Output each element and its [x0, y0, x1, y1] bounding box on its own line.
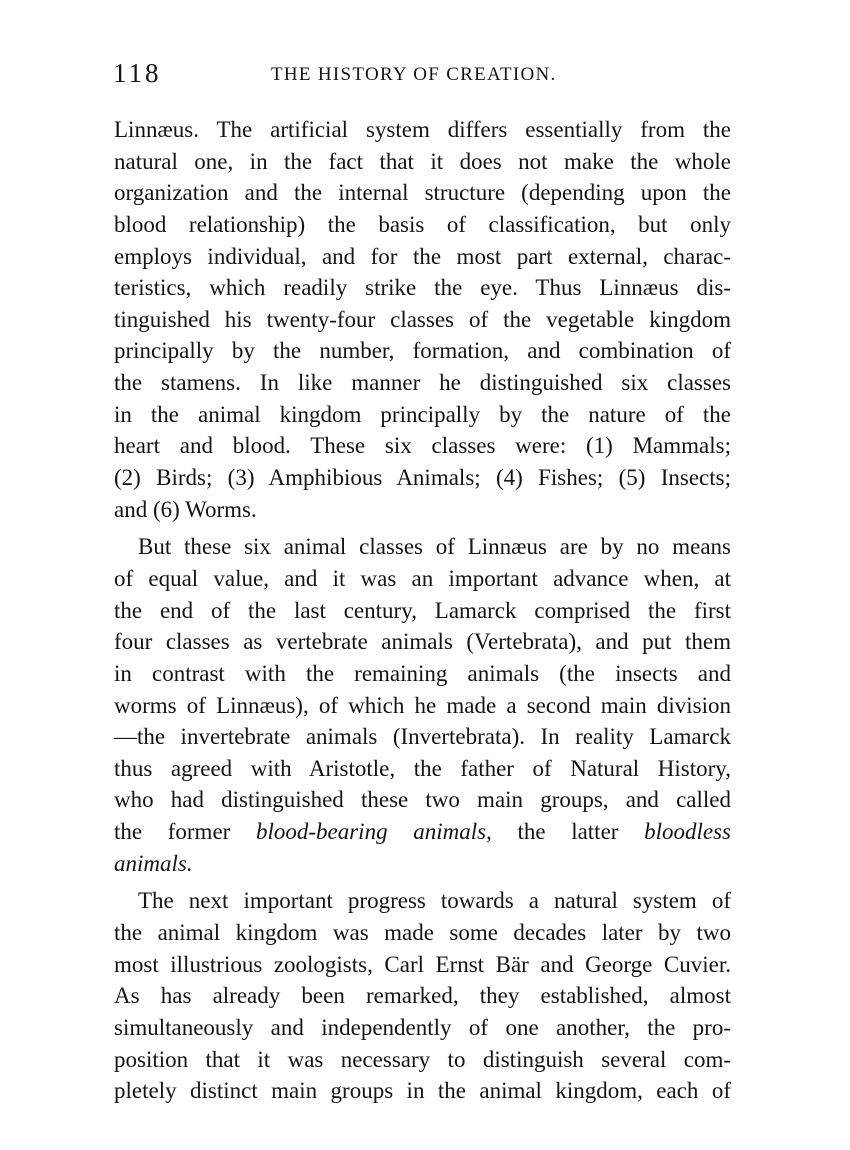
text-line: natural one, in the fact that it does not make the whole	[114, 148, 731, 174]
running-title: THE HISTORY OF CREATION.	[271, 64, 557, 85]
text-line: pletely distinct main groups in the animal kingdom, each of	[114, 1078, 731, 1104]
text-line: principally by the number, formation, and combination of	[114, 338, 731, 364]
text-line: worms of Linnæus), of which he made a second main division	[114, 692, 731, 718]
text-line: most illustrious zoologists, Carl Ernst Bär and George Cuvier.	[114, 951, 731, 977]
text-run: the latter	[491, 819, 645, 845]
italic-term: blood-bearing animals,	[255, 819, 492, 845]
text-line: Linnæus. The artificial system differs essentially from the	[114, 117, 731, 142]
page-number: 118	[113, 58, 162, 88]
text-line: simultaneously and independently of one another, the pro-	[114, 1014, 731, 1040]
text-line: The next important progress towards a natural system of	[138, 888, 731, 914]
text-run: the former	[114, 819, 256, 845]
text-line: four classes as vertebrate animals (Vertebrata), and put them	[114, 629, 731, 655]
text-line: who had distinguished these two main groups, and called	[114, 787, 731, 813]
paragraph-3	[114, 885, 731, 1106]
text-line: employs individual, and for the most part external, charac-	[114, 243, 731, 269]
text-line: tinguished his twenty-four classes of the vegetable kingdom	[114, 306, 731, 332]
text-line: organization and the internal structure (depending upon the	[114, 180, 731, 206]
paragraph-2	[114, 531, 731, 879]
italic-term: animals.	[114, 850, 193, 876]
text-line: (2) Birds; (3) Amphibious Animals; (4) Fishes; (5) Insects;	[114, 465, 731, 491]
italic-term: bloodless	[644, 819, 731, 845]
text-line: in contrast with the remaining animals (the insects and	[114, 660, 731, 686]
text-line: the stamens. In like manner he distinguished six classes	[114, 370, 731, 396]
text-line: But these six animal classes of Linnæus are by no means	[138, 534, 731, 560]
body-text	[114, 114, 731, 1107]
text-line: and (6) Worms.	[114, 496, 257, 522]
text-line: position that it was necessary to distinguish several com-	[114, 1046, 731, 1072]
text-line: blood relationship) the basis of classification, but only	[114, 211, 731, 237]
text-line: the animal kingdom was made some decades later by two	[114, 920, 731, 946]
text-line-italic	[114, 816, 731, 848]
text-line: teristics, which readily strike the eye. Thus Linnæus dis-	[114, 275, 731, 301]
paragraph-1	[114, 114, 731, 525]
text-line	[114, 848, 731, 880]
text-line: As has already been remarked, they established, almost	[114, 983, 731, 1009]
text-line: of equal value, and it was an important advance when, at	[114, 565, 731, 591]
text-line: in the animal kingdom principally by the nature of the	[114, 401, 731, 427]
text-line: —the invertebrate animals (Invertebrata). In reality Lamarck	[114, 724, 731, 750]
text-line: the end of the last century, Lamarck comprised the first	[114, 597, 731, 623]
page-header	[113, 58, 733, 92]
text-line: heart and blood. These six classes were: (1) Mammals;	[114, 433, 731, 459]
text-line: thus agreed with Aristotle, the father of Natural History,	[114, 755, 731, 781]
